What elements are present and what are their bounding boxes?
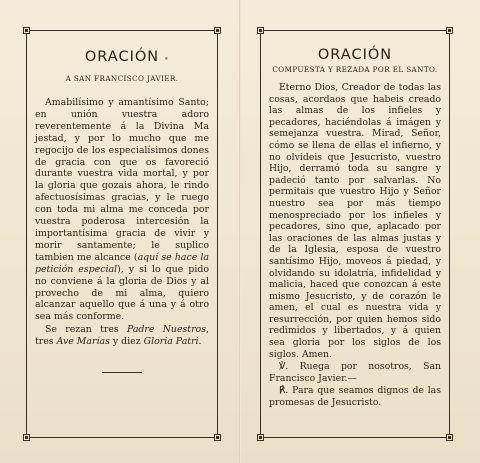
- corner-ornament: [257, 27, 264, 34]
- gloria-patri-text: Gloria Patri: [143, 336, 199, 348]
- versicle: ℣. Ruega por nosotros, San Francisco Javier.—: [269, 361, 441, 384]
- left-paragraph-end: ), y si lo que pido no conviene á la gloria de Dios y al provecho de mi alma, quiero alcanzar aquello que á una y á otro sea más conforme.: [35, 263, 209, 323]
- center-fold: [239, 0, 241, 463]
- right-subtitle: COMPUESTA Y REZADA POR EL SANTO.: [272, 65, 438, 74]
- left-subtitle: A SAN FRANCISCO JAVIER.: [65, 74, 179, 83]
- rezan-text: Se rezan tres: [45, 324, 127, 336]
- rezan-text: .: [198, 336, 202, 348]
- corner-ornament: [446, 27, 453, 34]
- corner-ornament: [23, 434, 30, 441]
- corner-ornament: [257, 434, 264, 441]
- left-paragraph-text: Amabilísimo y amantísimo Santo; en unión vuestra adoro reverentemente á la Divina Ma jestad, y por lo mucho que me regocijo de los especialísimos dones de gracia con que os favoreció durante vuestra vida mortal, y por la gloria que gozais ahora, le rindo afectuosísimas gracias, y le ruego con toda mi alma me conceda por vuestra poderosa intercesión la importantísima gracia de vivir y morir santamente; le suplico tambien me alcance (: [35, 97, 209, 263]
- ave-marias-text: Ave Marías: [56, 336, 110, 348]
- ink-speck: •: [163, 55, 169, 65]
- special-petition-text: aquí se hace la petición especial: [35, 251, 209, 275]
- rezan-text: y diez: [109, 336, 144, 348]
- left-title: ORACIÓN: [84, 49, 160, 65]
- left-prayer-text: [35, 97, 209, 348]
- corner-ornament: [214, 27, 221, 34]
- response: ℟. Para que seamos dignos de las promesas de Jesucristo.: [269, 385, 441, 409]
- padre-nuestros-text: Padre Nuestros: [126, 324, 207, 336]
- rezan-instruction: [35, 324, 209, 348]
- left-panel: [26, 30, 218, 438]
- right-paragraph: Eterno Dios, Creador de todas las cosas, acordaos que habeis creado las almas de los infieles y pecadores, haciéndolas á imágen y semejanza vuestra. Mirad, Señor, cómo se llena de ellas el infierno, y no olvideis que Jesucristo, vuestro Hijo, derramó toda su sangre y padeció tanto por salvarlas. No permitais que vuestro Hijo y Señor nuestro sea por más tiempo menospreciado por los infieles y pecadores, sino que, aplacado por las oraciones de las almas justas y de la Iglesia, esposa de vuestro santísimo Hijo, moveos á piedad, y olvidando su idolatría, infidelidad y malicia, haced que conozcan á este mismo Jesucristo, y de corazón le amen, el cual es nuestra vida y resurrección, por quien hemos sido redimidos y libertados, y á quien sea gloria por los siglos de los siglos. Amen.: [269, 82, 441, 360]
- corner-ornament: [23, 27, 30, 34]
- right-prayer-text: [269, 82, 441, 409]
- left-paragraph: [35, 97, 209, 323]
- closing-rule: [102, 372, 142, 373]
- rezan-text: , tres: [35, 324, 209, 348]
- right-title: ORACIÓN: [317, 47, 393, 63]
- right-panel: [260, 30, 450, 438]
- corner-ornament: [446, 434, 453, 441]
- corner-ornament: [214, 434, 221, 441]
